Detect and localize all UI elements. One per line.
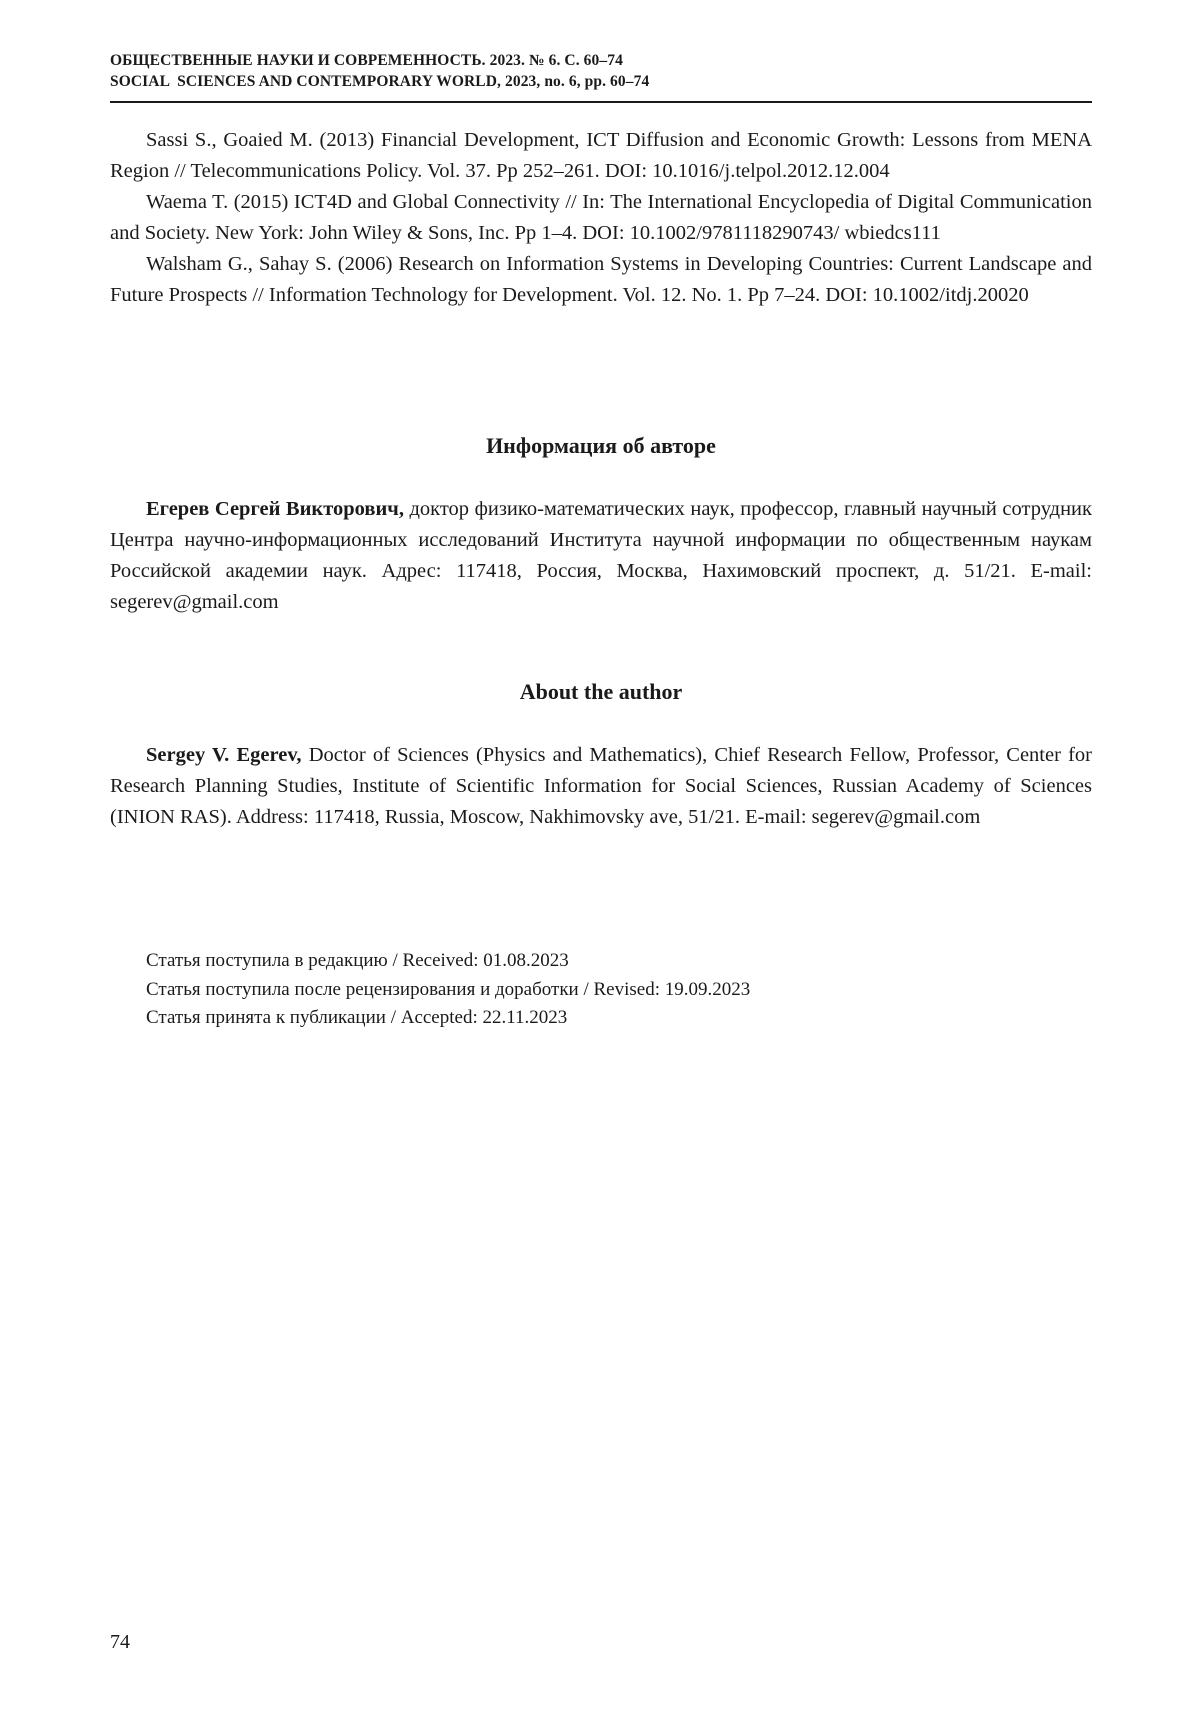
author-name-en: Sergey V. Egerev,: [146, 744, 302, 766]
author-info-heading-en: About the author: [519, 679, 683, 704]
author-bio-ru: доктор физико-математических наук, профессор, главный научный сотрудник Центра научно-информационных исследований Института научной информации по общественным наукам Российской академии наук. Адрес: 117418, Россия, Москва, Нахимовский проспект, д. 51/21. E-mail: segerev@gmail.com: [110, 498, 1092, 613]
reference-item: Walsham G., Sahay S. (2006) Research on Information Systems in Developing Countries: Current Landscape and Future Prospects // Information Technology for Development. Vol. 12. No. 1. Pp 7–24. DOI: 10.1002/itdj.20020: [110, 253, 1092, 306]
author-info-ru: [110, 494, 1092, 618]
revised-date: Статья поступила после рецензирования и доработки / Revised: 19.09.2023: [146, 978, 751, 1000]
reference-list: [110, 125, 1092, 311]
running-header-ru: ОБЩЕСТВЕННЫЕ НАУКИ И СОВРЕМЕННОСТЬ. 2023. № 6. С. 60–74: [110, 52, 623, 69]
accepted-date: Статья принята к публикации / Accepted: 22.11.2023: [146, 1007, 568, 1028]
page-number: 74: [110, 1631, 130, 1653]
running-header: [110, 50, 1092, 92]
received-date: Статья поступила в редакцию / Received: 01.08.2023: [146, 950, 569, 971]
article-dates: [146, 947, 1046, 1033]
reference-item: Sassi S., Goaied M. (2013) Financial Development, ICT Diffusion and Economic Growth: Lessons from MENA Region // Telecommunications Policy. Vol. 37. Pp 252–261. DOI: 10.1016/j.telpol.2012.12.004: [110, 129, 1092, 182]
author-bio-en: Doctor of Sciences (Physics and Mathematics), Chief Research Fellow, Professor, Center for Research Planning Studies, Institute of Scientific Information for Social Sciences, Russian Academy of Sciences (INION RAS). Address: 117418, Russia, Moscow, Nakhimovsky ave, 51/21. E-mail: segerev@gmail.com: [110, 744, 1092, 828]
author-name-ru: Егерев Сергей Викторович,: [146, 498, 404, 520]
running-header-en: SOCIAL SCIENCES AND CONTEMPORARY WORLD, 2023, no. 6, pp. 60–74: [110, 73, 650, 90]
author-info-en: [110, 740, 1092, 833]
reference-item: Waema T. (2015) ICT4D and Global Connectivity // In: The International Encyclopedia of Digital Communication and Society. New York: John Wiley & Sons, Inc. Pp 1–4. DOI: 10.1002/9781118290743/ wbiedcs111: [110, 191, 1092, 244]
header-divider: [110, 101, 1092, 103]
author-info-heading-ru: Информация об авторе: [486, 433, 716, 458]
